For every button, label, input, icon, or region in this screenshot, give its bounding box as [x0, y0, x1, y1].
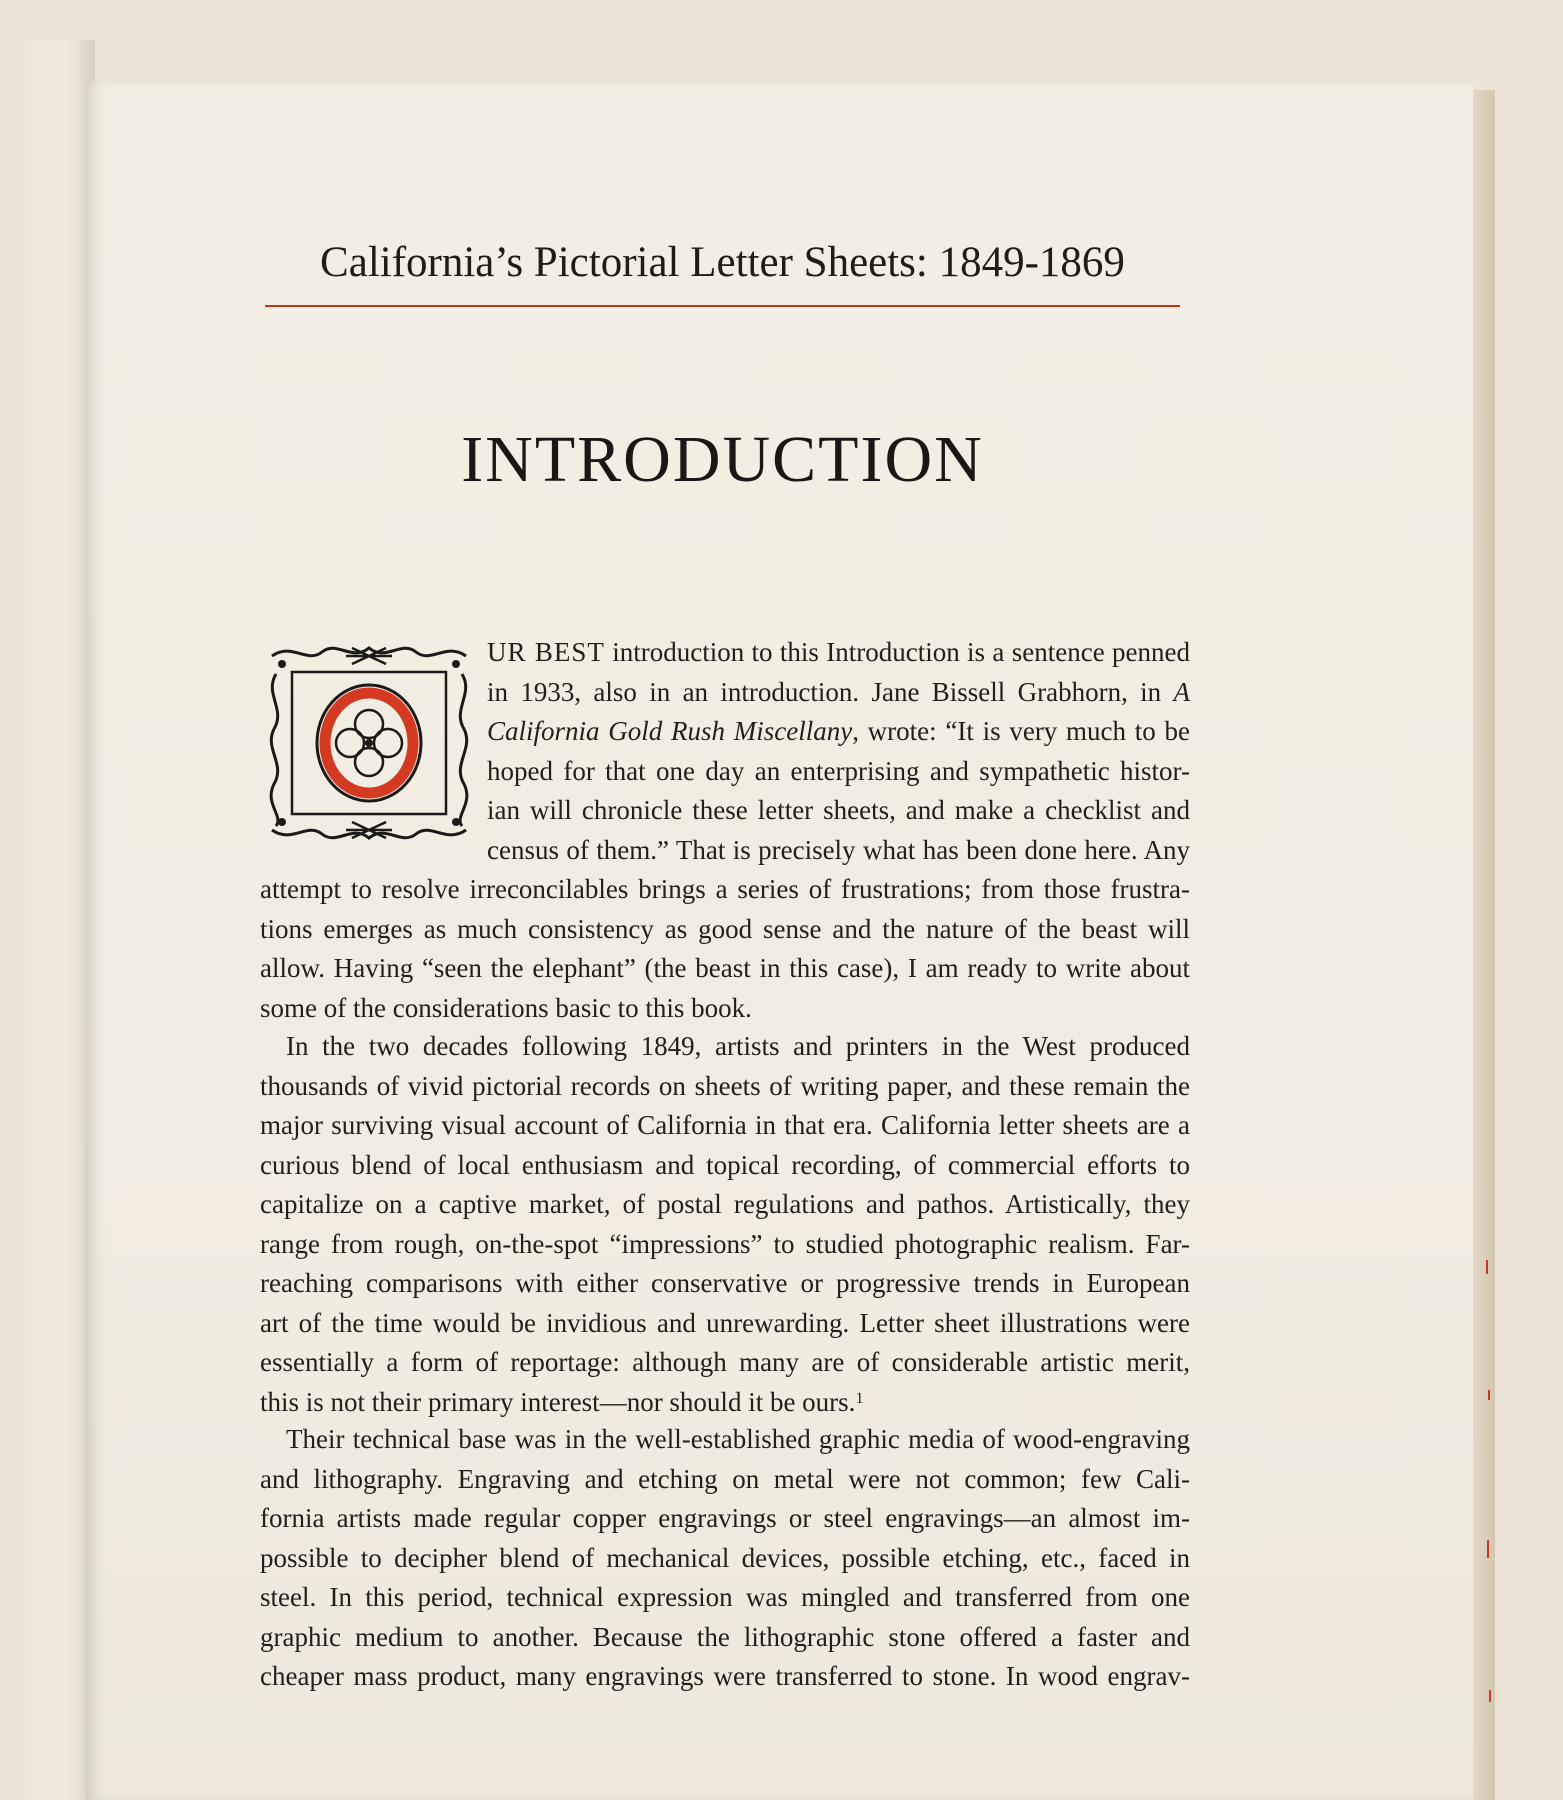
text-line: attempt to resolve irreconcilables brings a series of frustrations; from those frustra-	[260, 874, 1190, 904]
text-line: graphic medium to another. Because the lithographic stone offered a faster and	[260, 1621, 1190, 1652]
page-edge-fleck	[1488, 1390, 1490, 1400]
text-line: some of the considerations basic to this book.	[260, 992, 752, 1023]
paragraph-1-continued	[260, 870, 1190, 1028]
text-line: range from rough, on-the-spot “impressions” to studied photographic realism. Far-	[260, 1228, 1190, 1259]
text-line: In the two decades following 1849, artists and printers in the West produced	[286, 1031, 1190, 1061]
text-line: curious blend of local enthusiasm and topical recording, of commercial efforts to	[260, 1149, 1190, 1180]
text-line: and lithography. Engraving and etching on metal were not common; few Cali-	[260, 1463, 1190, 1494]
page-block-edge	[1473, 90, 1495, 1800]
paragraph-1-lead	[487, 633, 1190, 870]
text-line: California Gold Rush Miscellany, wrote: “It is very much to be	[487, 716, 1190, 746]
paragraph-2	[260, 1027, 1190, 1422]
footnote-reference: 1	[855, 1389, 864, 1407]
text-line: major surviving visual account of California in that era. California letter sheets are a	[260, 1110, 1190, 1140]
text-line: reaching comparisons with either conservative or progressive trends in European	[260, 1268, 1190, 1298]
text-line: ian will chronicle these letter sheets, and make a checklist and	[487, 795, 1190, 825]
text-line: essentially a form of reportage: although many are of considerable artistic merit,	[260, 1347, 1190, 1377]
text-line: capitalize on a captive market, of postal regulations and pathos. Artistically, they	[260, 1189, 1190, 1219]
text-line: steel. In this period, technical expression was mingled and transferred from one	[260, 1582, 1190, 1612]
text-line: in 1933, also in an introduction. Jane Bissell Grabhorn, in A	[487, 676, 1190, 707]
running-head: California’s Pictorial Letter Sheets: 1849-1869	[320, 239, 1125, 286]
text-line: census of them.” That is precisely what has been done here. Any	[487, 834, 1190, 865]
chapter-title: INTRODUCTION	[461, 423, 984, 496]
running-head-rule	[265, 305, 1180, 307]
text-line: possible to decipher blend of mechanical devices, possible etching, etc., faced in	[260, 1542, 1190, 1573]
facing-page-edge	[0, 40, 95, 1800]
text-line: allow. Having “seen the elephant” (the beast in this case), I am ready to write about	[260, 953, 1190, 983]
paragraph-3	[260, 1420, 1190, 1697]
text-line: art of the time would be invidious and unrewarding. Letter sheet illustrations were	[260, 1307, 1190, 1338]
text-line: tions emerges as much consistency as good sense and the nature of the beast will	[260, 913, 1190, 944]
page-edge-fleck	[1486, 1260, 1488, 1274]
text-line: fornia artists made regular copper engravings or steel engravings—an almost im-	[260, 1503, 1190, 1533]
text-line: hoped for that one day an enterprising and sympathetic histor-	[487, 755, 1190, 786]
text-line: this is not their primary interest—nor should it be ours.$^1$	[260, 1386, 864, 1417]
page-edge-fleck	[1489, 1690, 1491, 1702]
text-line: UR BEST introduction to this Introduction is a sentence penned	[487, 637, 1190, 667]
text-line: cheaper mass product, many engravings were transferred to stone. In wood engrav-	[260, 1661, 1190, 1691]
text-line: thousands of vivid pictorial records on sheets of writing paper, and these remain the	[260, 1070, 1190, 1101]
page-edge-fleck	[1487, 1540, 1489, 1558]
text-line: Their technical base was in the well-established graphic media of wood-engraving	[286, 1424, 1190, 1454]
drop-cap-ornament	[262, 634, 476, 852]
